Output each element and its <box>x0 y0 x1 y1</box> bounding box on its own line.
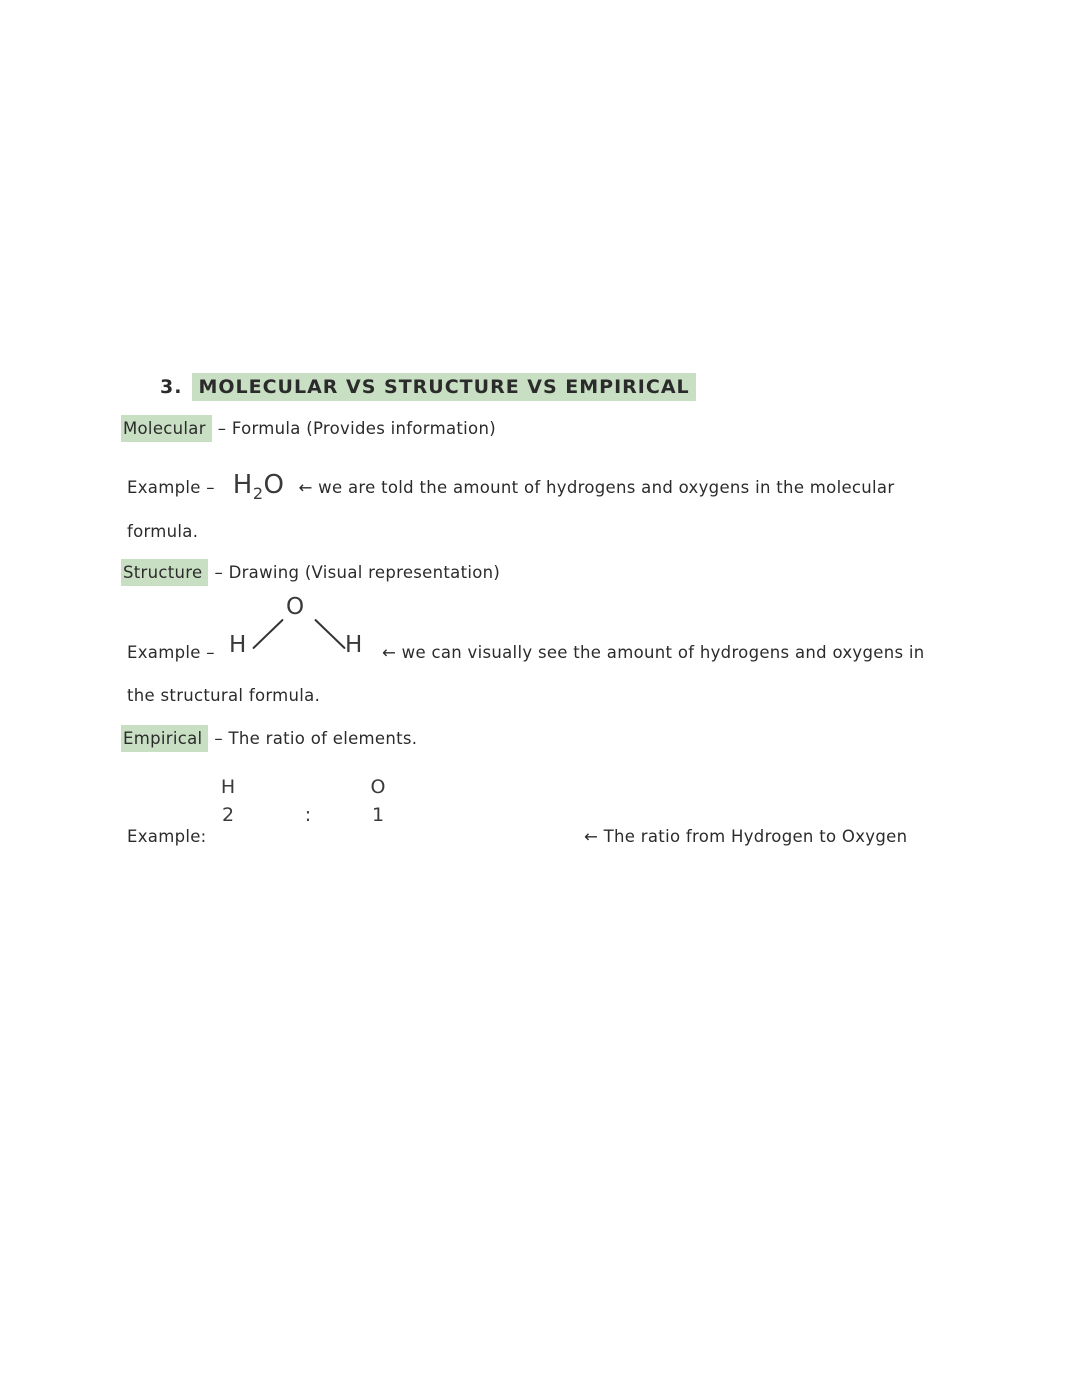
formula-o: O <box>263 470 285 500</box>
molecular-note: ← we are told the amount of hydrogens and oxygens in the molecular <box>298 478 895 497</box>
water-molecular-formula <box>233 470 285 503</box>
section-title-text: MOLECULAR VS STRUCTURE VS EMPIRICAL <box>192 373 695 401</box>
molecular-example-line <box>127 470 894 503</box>
structure-definition: – Drawing (Visual representation) <box>214 563 501 582</box>
molecular-definition-line <box>121 419 496 438</box>
ratio-colon: : <box>304 804 312 826</box>
molecular-definition: – Formula (Provides information) <box>217 419 496 438</box>
bond-right-line <box>314 619 346 650</box>
structure-note-continued: the structural formula. <box>127 686 321 705</box>
water-structural-formula <box>223 594 375 666</box>
ratio-oxygen-symbol: O <box>370 776 386 798</box>
hydrogen-atom-left: H <box>229 632 247 658</box>
empirical-definition-line <box>121 729 417 748</box>
empirical-ratio <box>218 776 398 840</box>
section-title <box>160 376 696 398</box>
ratio-oxygen-count: 1 <box>371 804 385 826</box>
empirical-note: ← The ratio from Hydrogen to Oxygen <box>584 827 908 846</box>
empirical-example-label: Example: <box>127 827 207 846</box>
ratio-hydrogen-symbol: H <box>220 776 236 798</box>
oxygen-atom: O <box>286 594 305 620</box>
structure-example-label: Example – <box>127 643 215 662</box>
empirical-term: Empirical <box>121 725 208 752</box>
molecular-note-continued: formula. <box>127 522 199 541</box>
structure-term: Structure <box>121 559 208 586</box>
molecular-term: Molecular <box>121 415 212 442</box>
empirical-definition: – The ratio of elements. <box>214 729 418 748</box>
bond-left-line <box>252 619 284 650</box>
structure-note: ← we can visually see the amount of hydrogens and oxygens in <box>382 643 925 662</box>
structure-definition-line <box>121 563 500 582</box>
hydrogen-atom-right: H <box>345 632 363 658</box>
section-number: 3. <box>160 376 183 398</box>
formula-subscript: 2 <box>252 484 264 504</box>
molecular-example-label: Example – <box>127 478 215 497</box>
ratio-hydrogen-count: 2 <box>221 804 235 826</box>
formula-h: H <box>232 470 253 500</box>
